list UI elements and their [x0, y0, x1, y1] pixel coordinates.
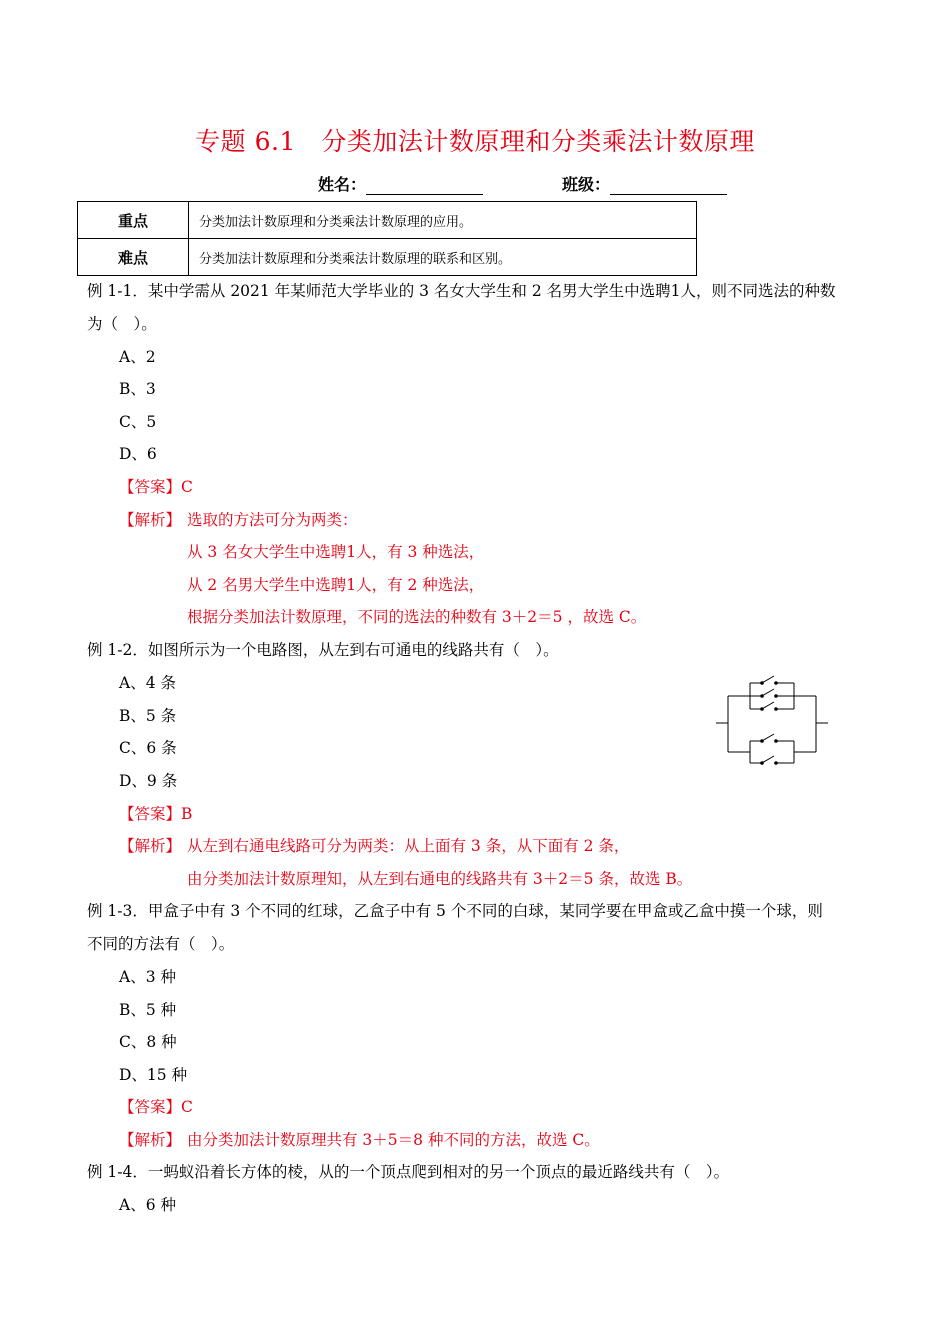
example-4-question: 例 1-4．一蚂蚁沿着长方体的棱，从的一个顶点爬到相对的另一个顶点的最近路线共有（ ）。: [87, 1163, 730, 1181]
example-2-answer: 【答案】B: [119, 805, 193, 823]
example-1-answer: 【答案】C: [119, 478, 193, 496]
example-2-option-a: A、4 条: [119, 674, 176, 692]
example-3-question: 例 1-3．甲盒子中有 3 个不同的红球，乙盒子中有 5 个不同的白球，某同学要在甲盒或乙盒中摸一个球，则: [87, 902, 823, 920]
difficulty-content: 分类加法计数原理和分类乘法计数原理的联系和区别。: [189, 239, 697, 276]
switch: [762, 734, 774, 741]
example-2-option-c: C、6 条: [119, 739, 177, 757]
switch: [762, 756, 774, 763]
name-blank[interactable]: [366, 180, 483, 195]
class-label: 班级：: [562, 175, 611, 194]
example-1-analysis-line: 选取的方法可分为两类：: [187, 511, 358, 529]
example-3-option-b: B、5 种: [119, 1001, 177, 1019]
example-3-answer: 【答案】C: [119, 1098, 193, 1116]
key-points-table: [77, 201, 697, 276]
example-1-analysis-line: 从 2 名男大学生中选聘1人，有 2 种选法，: [187, 576, 485, 594]
example-3-option-a: A、3 种: [119, 968, 176, 986]
example-2-option-b: B、5 条: [119, 707, 177, 725]
example-1-question: 例 1-1．某中学需从 2021 年某师范大学毕业的 3 名女大学生和 2 名男大学生中选聘1人，则不同选法的种数: [87, 282, 836, 300]
switch: [762, 676, 774, 683]
key-point-label: 重点: [78, 202, 189, 239]
example-1-option-c: C、5: [119, 413, 157, 431]
example-1-option-b: B、3: [119, 380, 156, 398]
class-blank[interactable]: [610, 180, 727, 195]
table-row: [78, 202, 697, 239]
example-3-option-c: C、8 种: [119, 1033, 177, 1051]
example-2-analysis-line: 由分类加法计数原理知，从左到右通电的线路共有 3＋2＝5 条，故选 B。: [187, 870, 693, 888]
example-2-analysis-label: 【解析】: [119, 837, 182, 855]
name-field[interactable]: [318, 172, 483, 195]
example-2-question: 例 1-2．如图所示为一个电路图，从左到右可通电的线路共有（ ）。: [87, 641, 559, 659]
example-1-analysis-line: 根据分类加法计数原理，不同的选法的种数有 3＋2＝5 ，故选 C。: [187, 608, 647, 626]
example-1-option-a: A、2: [119, 348, 156, 366]
example-3-question-cont: 不同的方法有（ ）。: [87, 935, 235, 953]
example-1-analysis-label: 【解析】: [119, 511, 182, 529]
example-1-option-d: D、6: [119, 445, 157, 463]
page-title: 专题 6.1 分类加法计数原理和分类乘法计数原理: [195, 127, 755, 156]
circuit-diagram: [716, 673, 828, 773]
example-4-option-a: A、6 种: [119, 1196, 176, 1214]
example-2-option-d: D、9 条: [119, 772, 178, 790]
key-point-content: 分类加法计数原理和分类乘法计数原理的应用。: [189, 202, 697, 239]
example-1-analysis-line: 从 3 名女大学生中选聘1人，有 3 种选法，: [187, 543, 485, 561]
difficulty-label: 难点: [78, 239, 189, 276]
example-1-question-cont: 为（ ）。: [87, 315, 157, 333]
example-3-analysis-line: 由分类加法计数原理共有 3＋5＝8 种不同的方法，故选 C。: [187, 1131, 600, 1149]
table-row: [78, 239, 697, 276]
switch: [762, 689, 774, 696]
example-3-option-d: D、15 种: [119, 1066, 188, 1084]
switch: [762, 702, 774, 709]
name-label: 姓名：: [318, 175, 367, 194]
class-field[interactable]: [562, 172, 727, 195]
example-3-analysis-label: 【解析】: [119, 1131, 182, 1149]
example-2-analysis-line: 从左到右通电线路可分为两类：从上面有 3 条，从下面有 2 条，: [187, 837, 630, 855]
